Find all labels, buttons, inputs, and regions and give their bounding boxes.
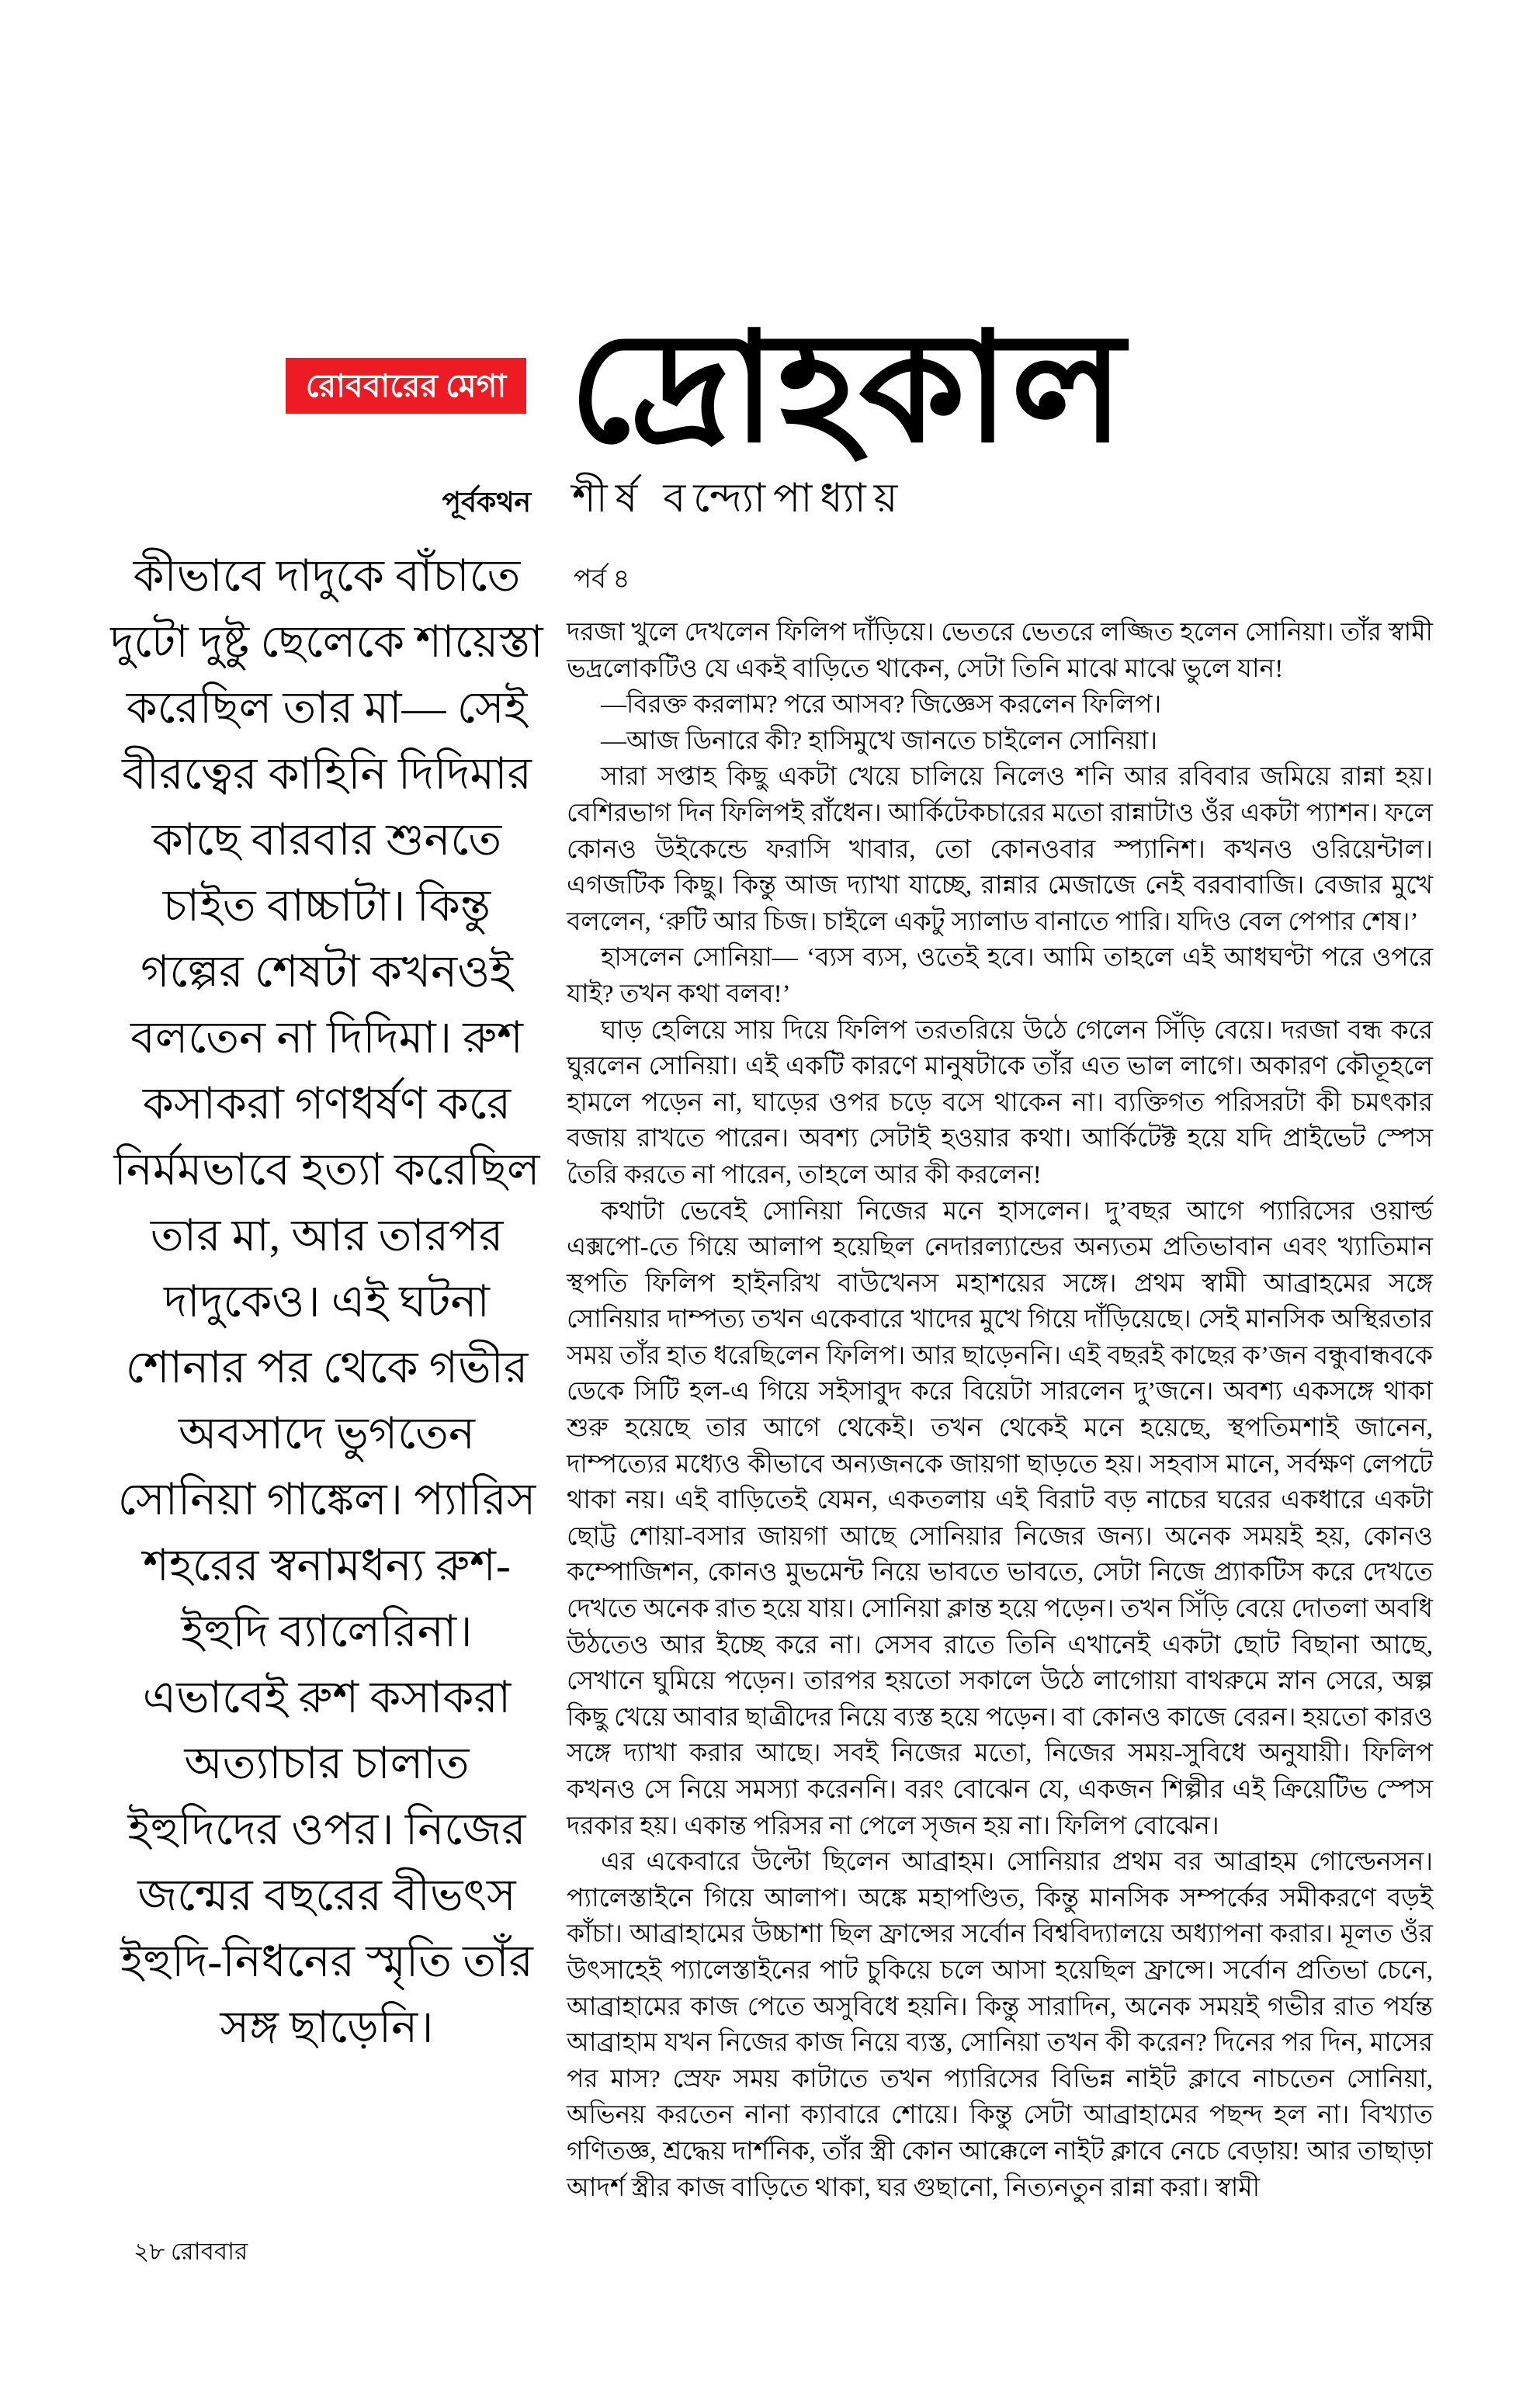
page-footer: ২৮ রোববার	[134, 2238, 248, 2265]
kicker-label: পূর্বকথন	[442, 487, 531, 518]
body-paragraph: ঘাড় হেলিয়ে সায় দিয়ে ফিলিপ তরতরিয়ে উঠে গেলেন সিঁড়ি বেয়ে। দরজা বন্ধ করে ঘুরলেন সোনিয়া। এই একটি কারণে মানুষটাকে তাঁর এত ভাল লাগে। অকারণ কৌতূহলে হামলে পড়েন না, ঘাড়ের ওপর চড়ে বসে থাকেন না। ব্যক্তিগত পরিসরটা কী চমৎকার বজায় রাখতে পারেন। অবশ্য সেটাই হওয়ার কথা। আর্কিটেক্ট হয়ে যদি প্রাইভেট স্পেস তৈরি করতে না পারেন, তাহলে আর কী করলেন!	[567, 1016, 1433, 1189]
body-paragraph: কথাটা ভেবেই সোনিয়া নিজের মনে হাসলেন। দু’বছর আগে প্যারিসের ওয়ার্ল্ড এক্সপো-তে গিয়ে আলাপ হয়েছিল নেদারল্যান্ডের অন্যতম প্রতিভাবান এবং খ্যাতিমান স্থপতি ফিলিপ হাইনরিখ বাউখেনস মহাশয়ের সঙ্গে। প্রথম স্বামী আব্রাহমের সঙ্গে সোনিয়ার দাম্পত্য তখন একেবারে খাদের মুখে গিয়ে দাঁড়িয়েছে। সেই মানসিক অস্থিরতার সময় তাঁর হাত ধরেছিলেন ফিলিপ। আর ছাড়েননি। এই বছরই কাছের ক’জন বন্ধুবান্ধবকে ডেকে সিটি হল-এ গিয়ে সইসাবুদ করে বিয়েটা সারলেন দু’জনে। অবশ্য একসঙ্গে থাকা শুরু হয়েছে তার আগে থেকেই। তখন থেকেই মনে হয়েছে, স্থপতিমশাই জানেন, দাম্পত্যের মধ্যেও কীভাবে অন্যজনকে জায়গা ছাড়তে হয়। সহবাস মানে, সর্বক্ষণ লেপটে থাকা নয়। এই বাড়িতেই যেমন, একতলায় এই বিরাট বড় নাচের ঘরের একধারে একটা ছোট্ট শোয়া-বসার জায়গা আছে সোনিয়ার নিজের জন্য। অনেক সময়ই হয়, কোনও কম্পোজিশন, কোনও মুভমেন্ট নিয়ে ভাবতে ভাবতে, সেটা নিজে প্র্যাকটিস করে দেখতে দেখতে অনেক রাত হয়ে যায়। সোনিয়া ক্লান্ত হয়ে পড়েন। তখন সিঁড়ি বেয়ে দোতলা অবধি উঠতেও আর ইচ্ছে করে না। সেসব রাতে তিনি এখানেই একটা ছোট বিছানা আছে, সেখানে ঘুমিয়ে পড়েন। তারপর হয়তো সকালে উঠে লাগোয়া বাথরুমে স্নান সেরে, অল্প কিছু খেয়ে আবার ছাত্রীদের নিয়ে ব্যস্ত হয়ে পড়েন। বা কোনও কাজে বেরন। হয়তো কারও সঙ্গে দ্যাখা করার আছে। সবই নিজের মতো, নিজের সময়-সুবিধে অনুযায়ী। ফিলিপ কখনও সে নিয়ে সমস্যা করেননি। বরং বোঝেন যে, একজন শিল্পীর এই ক্রিয়েটিভ স্পেস দরকার হয়। একান্ত পরিসর না পেলে সৃজন হয় না। ফিলিপ বোঝেন।	[567, 1197, 1433, 1840]
body-paragraph: দরজা খুলে দেখলেন ফিলিপ দাঁড়িয়ে। ভেতরে ভেতরে লজ্জিত হলেন সোনিয়া। তাঁর স্বামী ভদ্রলোকটিও যে একই বাড়িতে থাকেন, সেটা তিনি মাঝে মাঝে ভুলে যান!	[567, 619, 1433, 683]
body-paragraph: এর একেবারে উল্টো ছিলেন আব্রাহম। সোনিয়ার প্রথম বর আব্রাহম গোল্ডেনসন। প্যালেস্তাইনে গিয়ে আলাপ। অঙ্কে মহাপণ্ডিত, কিন্তু মানসিক সম্পর্কের সমীকরণে বড়ই কাঁচা। আব্রাহামের উচ্চাশা ছিল ফ্রান্সের সর্বোন বিশ্ববিদ্যালয়ে অধ্যাপনা করার। মূলত ওঁর উৎসাহেই প্যালেস্তাইনের পাট চুকিয়ে চলে আসা হয়েছিল ফ্রান্সে। সর্বোন প্রতিভা চেনে, আব্রাহামের কাজ পেতে অসুবিধে হয়নি। কিন্তু সারাদিন, অনেক সময়ই গভীর রাত পর্যন্ত আব্রাহাম যখন নিজের কাজ নিয়ে ব্যস্ত, সোনিয়া তখন কী করেন? দিনের পর দিন, মাসের পর মাস? স্রেফ সময় কাটাতে তখন প্যারিসের বিভিন্ন নাইট ক্লাবে নাচতেন সোনিয়া, অভিনয় করতেন নানা ক্যাবারে শোয়ে। কিন্তু সেটা আব্রাহামের পছন্দ হল না। বিখ্যাত গণিতজ্ঞ, শ্রদ্ধেয় দার্শনিক, তাঁর স্ত্রী কোন আক্কেলে নাইট ক্লাবে নেচে বেড়ায়! আর তাছাড়া আদর্শ স্ত্রীর কাজ বাড়িতে থাকা, ঘর গুছানো, নিত্যনতুন রান্না করা। স্বামী	[567, 1848, 1433, 2202]
body-paragraph: হাসলেন সোনিয়া— ‘ব্যস ব্যস, ওতেই হবে। আমি তাহলে এই আধঘণ্টা পরে ওপরে যাই? তখন কথা বলব!’	[567, 944, 1433, 1008]
body-paragraph: —বিরক্ত করলাম? পরে আসব? জিজ্ঞেস করলেন ফিলিপ।	[601, 691, 1162, 720]
page-title: দ্রোহকাল	[569, 305, 1126, 473]
body-column	[567, 615, 1433, 2206]
section-badge: রোববারের মেগা	[286, 358, 526, 414]
synopsis-text: কীভাবে দাদুকে বাঁচাতে দুটো দুষ্টু ছেলেকে শায়েস্তা করেছিল তার মা— সেই বীরত্বের কাহিনি দিদিমার কাছে বারবার শুনতে চাইত বাচ্চাটা। কিন্তু গল্পের শেষটা কখনওই বলতেন না দিদিমা। রুশ কসাকরা গণধর্ষণ করে নির্মমভাবে হত্যা করেছিল তার মা, আর তারপর দাদুকেও। এই ঘটনা শোনার পর থেকে গভীর অবসাদে ভুগতেন সোনিয়া গাঙ্কেল। প্যারিস শহরের স্বনামধন্য রুশ-ইহুদি ব্যালেরিনা। এভাবেই রুশ কসাকরা অত্যাচার চালাত ইহুদিদের ওপর। নিজের জন্মের বছরের বীভৎস ইহুদি-নিধনের স্মৃতি তাঁর সঙ্গ ছাড়েনি।	[110, 552, 543, 2052]
author-name: শীর্ষ বন্দ্যোপাধ্যায়	[572, 477, 906, 521]
part-label: পর্ব ৪	[574, 565, 630, 594]
body-paragraph: —আজ ডিনারে কী? হাসিমুখে জানতে চাইলেন সোনিয়া।	[601, 727, 1158, 755]
body-paragraph: সারা সপ্তাহ কিছু একটা খেয়ে চালিয়ে নিলেও শনি আর রবিবার জমিয়ে রান্না হয়। বেশিরভাগ দিন ফিলিপই রাঁধেন। আর্কিটেকচারের মতো রান্নাটাও ওঁর একটা প্যাশন। ফলে কোনও উইকেন্ডে ফরাসি খাবার, তো কোনওবার স্প্যানিশ। কখনও ওরিয়েন্টাল। এগজটিক কিছু। কিন্তু আজ দ্যাখা যাচ্ছে, রান্নার মেজাজে নেই বরবাবাজি। বেজার মুখে বললেন, ‘রুটি আর চিজ। চাইলে একটু স্যালাড বানাতে পারি। যদিও বেল পেপার শেষ।’	[567, 763, 1433, 936]
